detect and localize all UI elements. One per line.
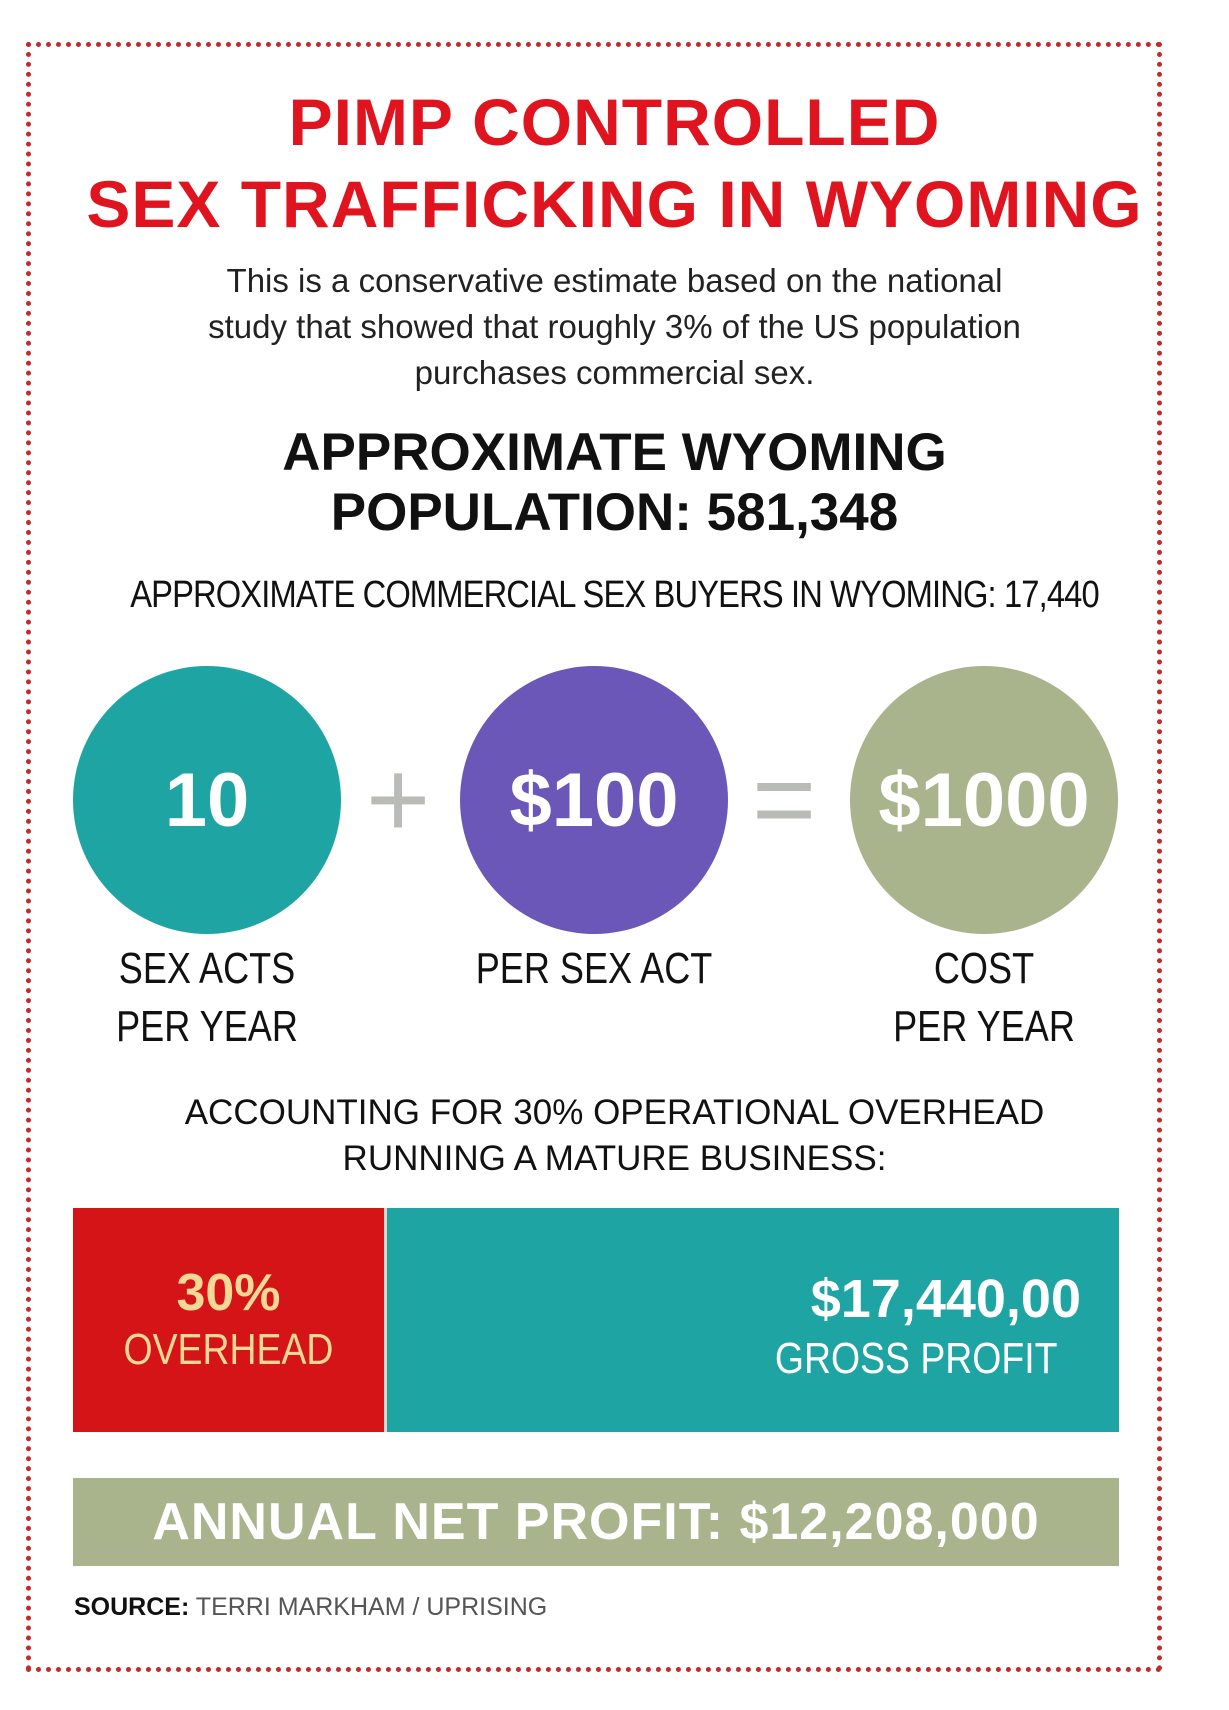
cost-per-year-circle [850,666,1118,934]
cost-per-year-value: $1000 [878,757,1090,843]
population-line-2: POPULATION: 581,348 [330,483,899,542]
intro-line-1: This is a conservative estimate based on the national [226,262,1003,299]
price-per-act-label-line-1: PER SEX ACT [475,944,713,993]
overhead-segment [73,1208,387,1432]
overhead-percent: 30% [176,1264,281,1322]
sex-acts-label-line-2: PER YEAR [116,1002,298,1051]
buyers-estimate: APPROXIMATE COMMERCIAL SEX BUYERS IN WYOMING: 17,440 [130,574,1099,616]
plus-icon: + [366,738,431,861]
title-line-2: SEX TRAFFICKING IN WYOMING [86,167,1143,241]
price-per-act-label [455,940,734,998]
profit-breakdown-bar [73,1208,1119,1432]
price-per-act-value: $100 [509,757,679,843]
overhead-note-line-1: ACCOUNTING FOR 30% OPERATIONAL OVERHEAD [184,1093,1045,1132]
sex-acts-label [68,940,347,1056]
equals-icon: = [752,738,817,861]
cost-per-year-label-line-2: PER YEAR [893,1002,1075,1051]
intro-line-3: purchases commercial sex. [414,354,815,391]
population-line-1: APPROXIMATE WYOMING [282,423,947,482]
cost-per-year-label-line-1: COST [933,944,1035,993]
sex-acts-label-line-1: SEX ACTS [118,944,296,993]
overhead-label: OVERHEAD [123,1325,334,1374]
source-label: SOURCE: [74,1593,190,1621]
sex-acts-circle [73,666,341,934]
net-profit-banner [73,1478,1119,1566]
price-per-act-circle [460,666,728,934]
gross-profit-label: GROSS PROFIT [774,1334,1057,1383]
intro-line-2: study that showed that roughly 3% of the US population [208,308,1021,345]
source-credit [74,1592,547,1622]
gross-profit-segment [387,1208,1119,1432]
net-profit-text: ANNUAL NET PROFIT: $12,208,000 [152,1493,1040,1551]
sex-acts-value: 10 [164,757,250,843]
cost-per-year-label [845,940,1124,1056]
overhead-note-line-2: RUNNING A MATURE BUSINESS: [342,1139,887,1178]
source-text: TERRI MARKHAM / UPRISING [195,1593,548,1621]
title-line-1: PIMP CONTROLLED [288,85,941,159]
gross-profit-value: $17,440,00 [810,1269,1081,1329]
